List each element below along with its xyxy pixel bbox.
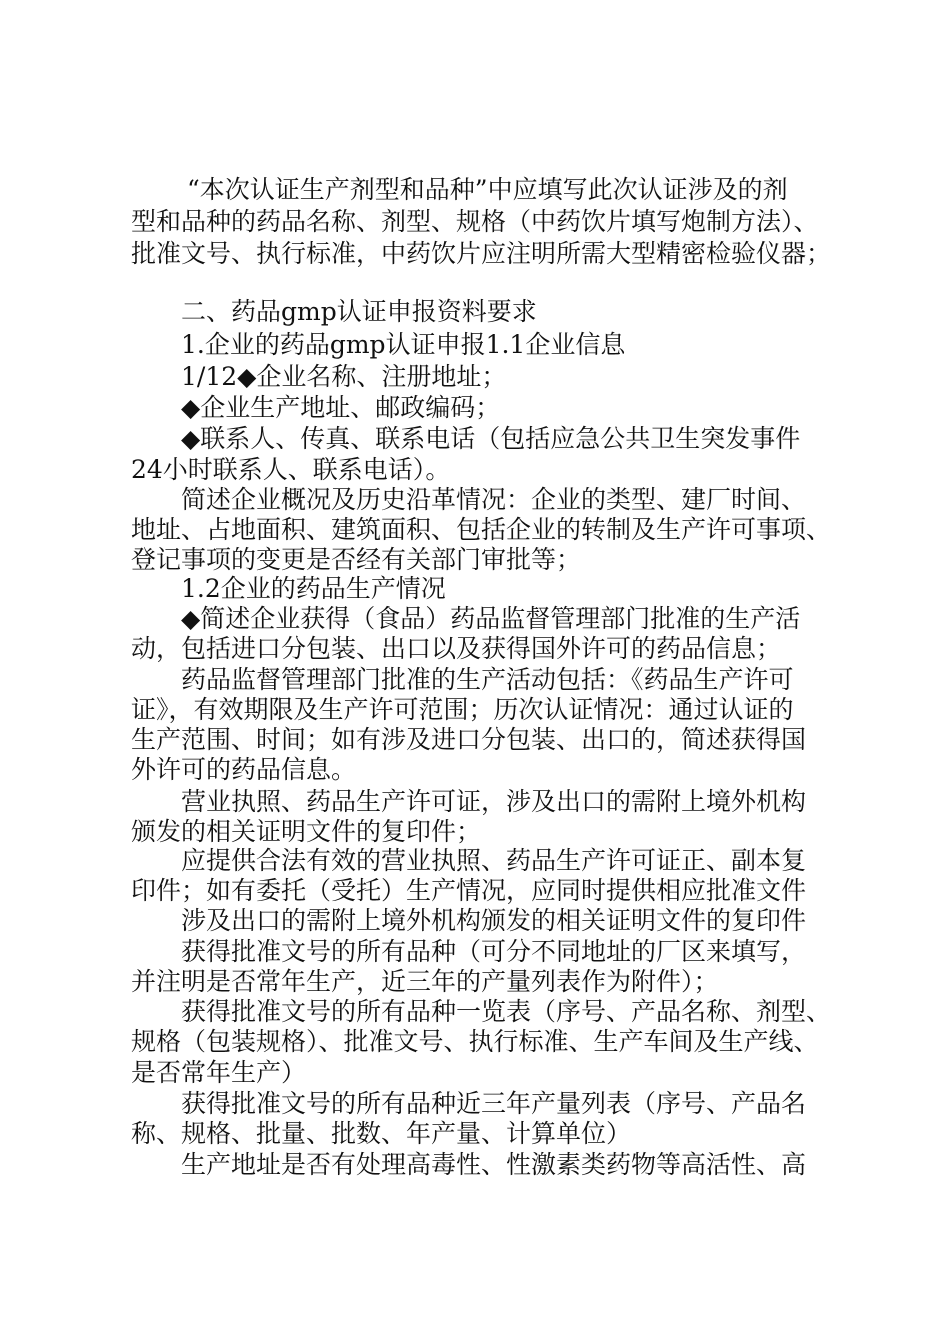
paragraph-line: 动，包括进口分包装、出口以及获得国外许可的药品信息； (131, 634, 782, 663)
subsection-heading: 1.企业的药品gmp认证申报1.1企业信息 (181, 330, 626, 359)
paragraph-line: 是否常年生产） (131, 1058, 307, 1087)
paragraph-line: 应提供合法有效的营业执照、药品生产许可证正、副本复 (181, 846, 807, 875)
paragraph-line: 涉及出口的需附上境外机构颁发的相关证明文件的复印件 (181, 906, 807, 935)
paragraph-line: 印件；如有委托（受托）生产情况，应同时提供相应批准文件 (131, 876, 807, 905)
paragraph-line: 生产地址是否有处理高毒性、性激素类药物等高活性、高 (181, 1150, 807, 1179)
paragraph-line: 生产范围、时间；如有涉及进口分包装、出口的，简述获得国 (131, 725, 807, 754)
paragraph-line: 外许可的药品信息。 (131, 755, 357, 784)
paragraph-line: 型和品种的药品名称、剂型、规格（中药饮片填写炮制方法）、 (131, 207, 819, 236)
paragraph-line: 证》，有效期限及生产许可范围；历次认证情况：通过认证的 (131, 695, 794, 724)
paragraph-line: 获得批准文号的所有品种近三年产量列表（序号、产品名 (181, 1089, 807, 1118)
paragraph-line: 地址、占地面积、建筑面积、包括企业的转制及生产许可事项、 (131, 515, 832, 544)
subsection-heading: 1.2企业的药品生产情况 (181, 574, 446, 603)
paragraph-line: 并注明是否常年生产，近三年的产量列表作为附件）； (131, 967, 719, 996)
paragraph-line: ◆联系人、传真、联系电话（包括应急公共卫生突发事件 (181, 424, 801, 453)
paragraph-line: 批准文号、执行标准，中药饮片应注明所需大型精密检验仪器； (131, 239, 832, 268)
paragraph-line: 简述企业概况及历史沿革情况：企业的类型、建厂时间、 (181, 485, 807, 514)
paragraph-line: 获得批准文号的所有品种一览表（序号、产品名称、剂型、 (181, 997, 832, 1026)
paragraph-line: 24小时联系人、联系电话）。 (131, 455, 451, 484)
paragraph-line: 规格（包装规格）、批准文号、执行标准、生产车间及生产线、 (131, 1027, 819, 1056)
paragraph-line: 药品监督管理部门批准的生产活动包括：《药品生产许可 (181, 665, 794, 694)
paragraph-line: 颁发的相关证明文件的复印件； (131, 817, 482, 846)
paragraph-line: 获得批准文号的所有品种（可分不同地址的厂区来填写， (181, 937, 807, 966)
paragraph-line: 1/12◆企业名称、注册地址； (181, 362, 507, 391)
paragraph-line: ◆简述企业获得（食品）药品监督管理部门批准的生产活 (181, 604, 801, 633)
paragraph-line: “本次认证生产剂型和品种”中应填写此次认证涉及的剂 (187, 175, 788, 204)
section-heading: 二、药品gmp认证申报资料要求 (181, 297, 537, 326)
paragraph-line: ◆企业生产地址、邮政编码； (181, 393, 501, 422)
paragraph-line: 登记事项的变更是否经有关部门审批等； (131, 545, 582, 574)
paragraph-line: 营业执照、药品生产许可证，涉及出口的需附上境外机构 (181, 787, 807, 816)
paragraph-line: 称、规格、批量、批数、年产量、计算单位） (131, 1119, 632, 1148)
